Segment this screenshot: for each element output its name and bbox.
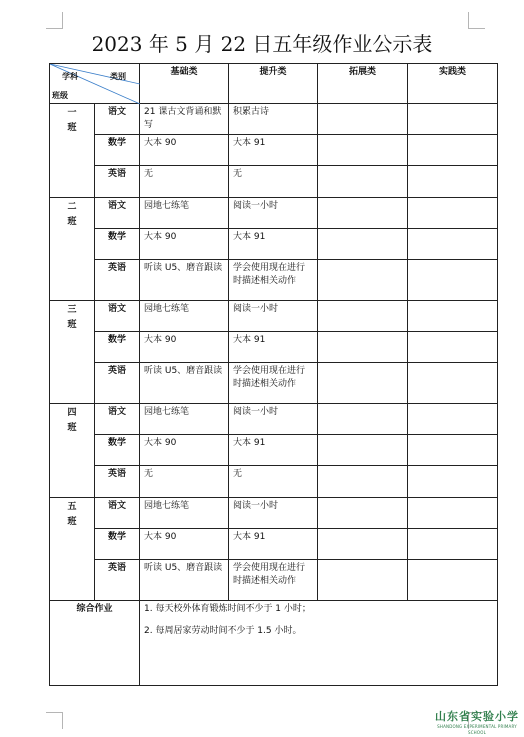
table-row [50, 104, 498, 135]
improve-homework-cell: 积累古诗 [229, 104, 318, 135]
extend-homework-cell [318, 135, 408, 166]
basic-homework-cell: 园地七练笔 [140, 198, 229, 229]
improve-homework-cell: 大本 91 [229, 332, 318, 363]
basic-homework-cell: 大本 90 [140, 135, 229, 166]
extend-homework-cell [318, 529, 408, 560]
practice-homework-cell [408, 135, 498, 166]
column-header-practice: 实践类 [408, 64, 498, 104]
improve-homework-cell: 无 [229, 466, 318, 498]
basic-homework-cell: 园地七练笔 [140, 404, 229, 435]
practice-homework-cell [408, 166, 498, 198]
summary-row [50, 601, 498, 686]
improve-homework-cell: 学会使用现在进行时描述相关动作 [229, 260, 318, 301]
extend-homework-cell [318, 166, 408, 198]
document-title: 2023 年 5 月 22 日五年级作业公示表 [91, 32, 433, 56]
subject-cell: 语文 [95, 104, 140, 135]
practice-homework-cell [408, 466, 498, 498]
basic-homework-cell: 大本 90 [140, 332, 229, 363]
practice-homework-cell [408, 404, 498, 435]
subject-cell: 数学 [95, 332, 140, 363]
class-name-char: 班 [67, 123, 77, 133]
basic-homework-cell: 听读 U5、磨音跟读 [140, 363, 229, 404]
basic-homework-cell: 大本 90 [140, 435, 229, 466]
subject-cell: 语文 [95, 198, 140, 229]
school-logo-text: 山东省实验小学 [435, 710, 519, 723]
extend-homework-cell [318, 229, 408, 260]
table-row [50, 404, 498, 435]
extend-homework-cell [318, 260, 408, 301]
improve-homework-cell: 学会使用现在进行时描述相关动作 [229, 363, 318, 404]
subject-cell: 语文 [95, 404, 140, 435]
class-axis-label: 班级 [52, 91, 68, 100]
improve-homework-cell: 阅读一小时 [229, 198, 318, 229]
table-row [50, 198, 498, 229]
table-row [50, 435, 498, 466]
practice-homework-cell [408, 560, 498, 601]
practice-homework-cell [408, 529, 498, 560]
improve-homework-cell: 大本 91 [229, 229, 318, 260]
practice-homework-cell [408, 435, 498, 466]
table-row [50, 466, 498, 498]
subject-cell: 数学 [95, 135, 140, 166]
extend-homework-cell [318, 498, 408, 529]
column-header-improve: 提升类 [229, 64, 318, 104]
class-name-char: 班 [67, 517, 77, 527]
subject-cell: 数学 [95, 435, 140, 466]
practice-homework-cell [408, 104, 498, 135]
extend-homework-cell [318, 363, 408, 404]
class-name-cell [50, 104, 95, 198]
practice-homework-cell [408, 260, 498, 301]
subject-cell: 语文 [95, 498, 140, 529]
subject-cell: 英语 [95, 260, 140, 301]
table-row [50, 135, 498, 166]
class-name-char: 三 [67, 305, 77, 315]
column-header-extend: 拓展类 [318, 64, 408, 104]
practice-homework-cell [408, 198, 498, 229]
class-name-char: 班 [67, 423, 77, 433]
extend-homework-cell [318, 560, 408, 601]
extend-homework-cell [318, 466, 408, 498]
improve-homework-cell: 无 [229, 166, 318, 198]
table-row [50, 166, 498, 198]
improve-homework-cell: 阅读一小时 [229, 301, 318, 332]
table-row [50, 332, 498, 363]
table-row [50, 363, 498, 404]
improve-homework-cell: 学会使用现在进行时描述相关动作 [229, 560, 318, 601]
practice-homework-cell [408, 498, 498, 529]
table-row [50, 529, 498, 560]
basic-homework-cell: 听读 U5、磨音跟读 [140, 260, 229, 301]
basic-homework-cell: 21 课古文背诵和默写 [140, 104, 229, 135]
crop-mark-top-left [46, 12, 63, 29]
subject-cell: 英语 [95, 166, 140, 198]
summary-label: 综合作业 [50, 601, 140, 686]
extend-homework-cell [318, 435, 408, 466]
subject-cell: 数学 [95, 529, 140, 560]
basic-homework-cell: 无 [140, 466, 229, 498]
extend-homework-cell [318, 332, 408, 363]
basic-homework-cell: 无 [140, 166, 229, 198]
practice-homework-cell [408, 301, 498, 332]
table-row [50, 301, 498, 332]
subject-cell: 英语 [95, 363, 140, 404]
improve-homework-cell: 大本 91 [229, 529, 318, 560]
table-row [50, 498, 498, 529]
crop-mark-top-right [468, 12, 485, 29]
class-name-char: 一 [67, 108, 77, 118]
improve-homework-cell: 阅读一小时 [229, 498, 318, 529]
summary-item: 1. 每天校外体育锻炼时间不少于 1 小时； [144, 604, 311, 614]
class-name-cell [50, 404, 95, 498]
practice-homework-cell [408, 229, 498, 260]
category-axis-label: 类别 [110, 72, 126, 81]
subject-cell: 英语 [95, 560, 140, 601]
table-row [50, 229, 498, 260]
class-name-char: 班 [67, 320, 77, 330]
basic-homework-cell: 园地七练笔 [140, 498, 229, 529]
subject-cell: 语文 [95, 301, 140, 332]
class-name-char: 四 [67, 408, 77, 418]
summary-item: 2. 每周居家劳动时间不少于 1.5 小时。 [144, 626, 302, 636]
table-row [50, 560, 498, 601]
class-name-char: 五 [67, 502, 77, 512]
class-name-char: 班 [67, 217, 77, 227]
extend-homework-cell [318, 404, 408, 435]
class-name-cell [50, 198, 95, 301]
header-row [50, 64, 498, 104]
class-name-cell [50, 498, 95, 601]
column-header-basic: 基础类 [140, 64, 229, 104]
improve-homework-cell: 大本 91 [229, 435, 318, 466]
extend-homework-cell [318, 301, 408, 332]
crop-mark-bottom-left [46, 712, 63, 729]
summary-content [140, 601, 498, 686]
diagonal-header-cell [50, 64, 140, 104]
school-logo-subtext: SHANDONG EXPERIMENTAL PRIMARY SCHOOL [437, 724, 517, 735]
subject-cell: 数学 [95, 229, 140, 260]
extend-homework-cell [318, 198, 408, 229]
subject-cell: 英语 [95, 466, 140, 498]
basic-homework-cell: 园地七练笔 [140, 301, 229, 332]
homework-table [49, 63, 498, 686]
school-logo [432, 710, 522, 736]
basic-homework-cell: 大本 90 [140, 529, 229, 560]
class-name-char: 二 [67, 202, 77, 212]
class-name-cell [50, 301, 95, 404]
extend-homework-cell [318, 104, 408, 135]
improve-homework-cell: 大本 91 [229, 135, 318, 166]
improve-homework-cell: 阅读一小时 [229, 404, 318, 435]
basic-homework-cell: 听读 U5、磨音跟读 [140, 560, 229, 601]
practice-homework-cell [408, 332, 498, 363]
basic-homework-cell: 大本 90 [140, 229, 229, 260]
practice-homework-cell [408, 363, 498, 404]
table-row [50, 260, 498, 301]
subject-axis-label: 学科 [62, 72, 78, 81]
